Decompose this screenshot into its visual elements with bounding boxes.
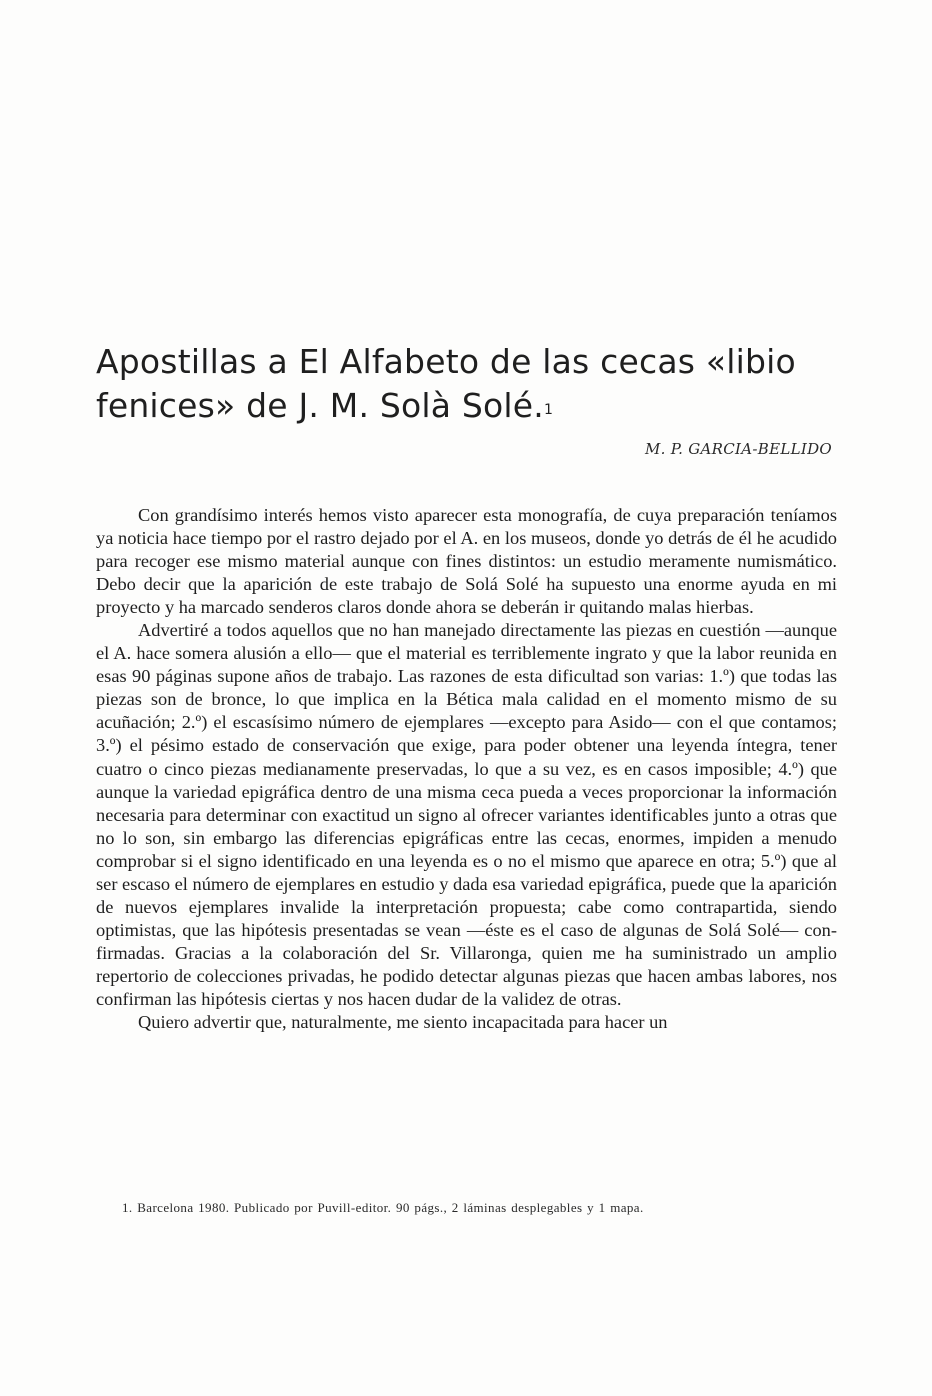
article-title: [96, 340, 856, 428]
article-body: [96, 504, 837, 1034]
author-name: M. P. GARCIA-BELLIDO: [644, 440, 832, 458]
paragraph: Quiero advertir que, naturalmente, me siento incapacitada para hacer un: [138, 1012, 668, 1033]
paragraph: Con grandísimo interés hemos visto aparecer esta monografía, de cuya preparación teníamos ya noticia hace tiempo por el rastro dejado por el A. en los museos, donde yo detrás de él he acudido para recoger ese mismo material aunque con fines distintos: un estudio meramente numismático. Debo decir que la aparición de este trabajo de Solá Solé ha supuesto una enorme ayuda en mi proyecto y ha marcado senderos claros donde ahora se deberán ir quitando malas hierbas.: [96, 505, 837, 618]
paragraph: Advertiré a todos aquellos que no han manejado directamente las piezas en cuestión —aunque el A. hace somera alusión a ello— que el material es terriblemente ingrato y que la labor reunida en esas 90 páginas supone años de trabajo. Las razones de esta dificultad son varias: 1.º) que todas las piezas son de bronce, lo que implica en la Bética mala calidad en el momento mismo de su acuñación; 2.º) el escasísimo número de ejemplares —excepto para Asido— con el que contamos; 3.º) el pésimo estado de conservación que exige, para poder obtener una leyenda íntegra, tener cuatro o cinco piezas medianamente preservadas, lo que a su vez, es en casos imposible; 4.º) que aunque la variedad epigráfica dentro de una misma ceca pueda a veces proporcionar la información necesaria para determinar con exactitud un signo al ofrecer variantes identificables junto a otras que no lo son, sin embargo las diferencias epigráficas entre las cecas, enormes, impiden a menudo comprobar si el signo identificado en una leyenda es o no el mismo que aparece en otra; 5.º) que al ser escaso el número de ejemplares en estudio y dada esa variedad epigráfica, puede que la aparición de nuevos ejemplares invalide la interpretación propuesta; cabe como contrapartida, siendo optimistas, que las hipótesis presentadas se vean —éste es el caso de algunas de Solá Solé— confirmadas. Gracias a la colaboración del Sr. Villaronga, quien me ha suministrado un amplio repertorio de colecciones privadas, he podido detectar algunas piezas que hacen ambas labores, nos confirman las hipótesis ciertas y nos hacen dudar de la validez de otras.: [96, 620, 837, 1009]
title-text: Apostillas a El Alfabeto de las cecas «libio fenices» de J. M. Solà Solé.: [96, 342, 796, 425]
footnote: 1. Barcelona 1980. Publicado por Puvill-editor. 90 págs., 2 láminas desplegables y 1 mapa.: [122, 1200, 644, 1215]
title-footnote-mark: 1: [543, 402, 554, 418]
